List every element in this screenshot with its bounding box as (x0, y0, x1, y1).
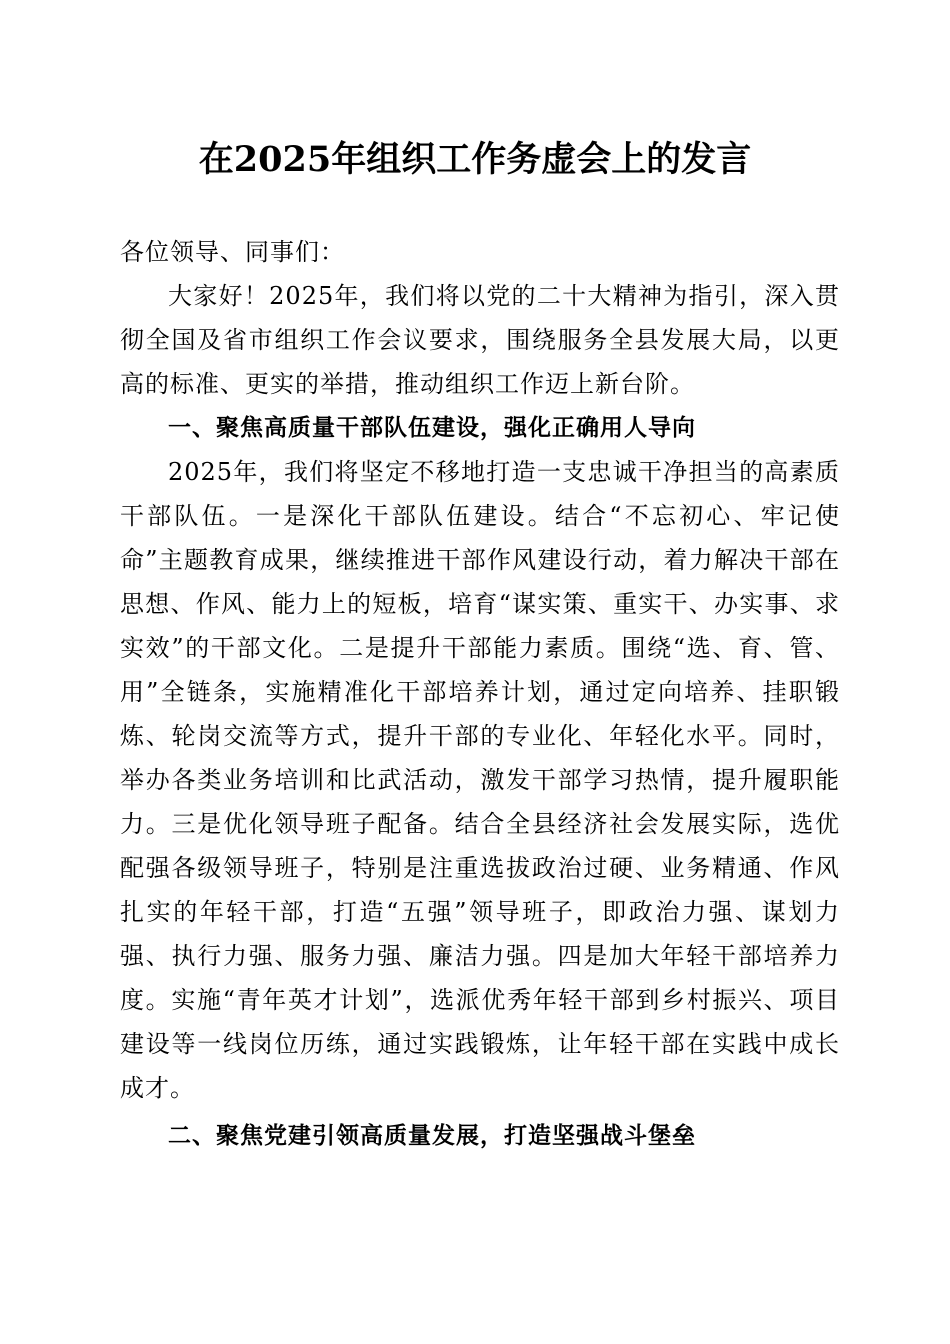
section-1-heading: 一、聚焦高质量干部队伍建设，强化正确用人导向 (168, 415, 696, 441)
section-1-paragraph: 2025年，我们将坚定不移地打造一支忠诚干净担当的高素质干部队伍。一是深化干部队伍建设。结合“不忘初心、牢记使命”主题教育成果，继续推进干部作风建设行动，着力解决干部在思想、作风、能力上的短板，培育“谋实策、重实干、办实事、求实效”的干部文化。二是提升干部能力素质。围绕“选、育、管、用”全链条，实施精准化干部培养计划，通过定向培养、挂职锻炼、轮岗交流等方式，提升干部的专业化、年轻化水平。同时，举办各类业务培训和比武活动，激发干部学习热情，提升履职能力。三是优化领导班子配备。结合全县经济社会发展实际，选优配强各级领导班子，特别是注重选拔政治过硬、业务精通、作风扎实的年轻干部，打造“五强”领导班子，即政治力强、谋划力强、执行力强、服务力强、廉洁力强。四是加大年轻干部培养力度。实施“青年英才计划”，选派优秀年轻干部到乡村振兴、项目建设等一线岗位历练，通过实践锻炼，让年轻干部在实践中成长成才。 (120, 458, 840, 1102)
salutation: 各位领导、同事们： (120, 238, 345, 266)
section-2-heading: 二、聚焦党建引领高质量发展，打造坚强战斗堡垒 (168, 1123, 696, 1149)
intro-paragraph: 大家好！2025年，我们将以党的二十大精神为指引，深入贯彻全国及省市组织工作会议要求，围绕服务全县发展大局，以更高的标准、更实的举措，推动组织工作迈上新台阶。 (120, 282, 840, 398)
document-body (120, 230, 840, 1158)
document-title: 在2025年组织工作务虚会上的发言 (198, 139, 752, 180)
